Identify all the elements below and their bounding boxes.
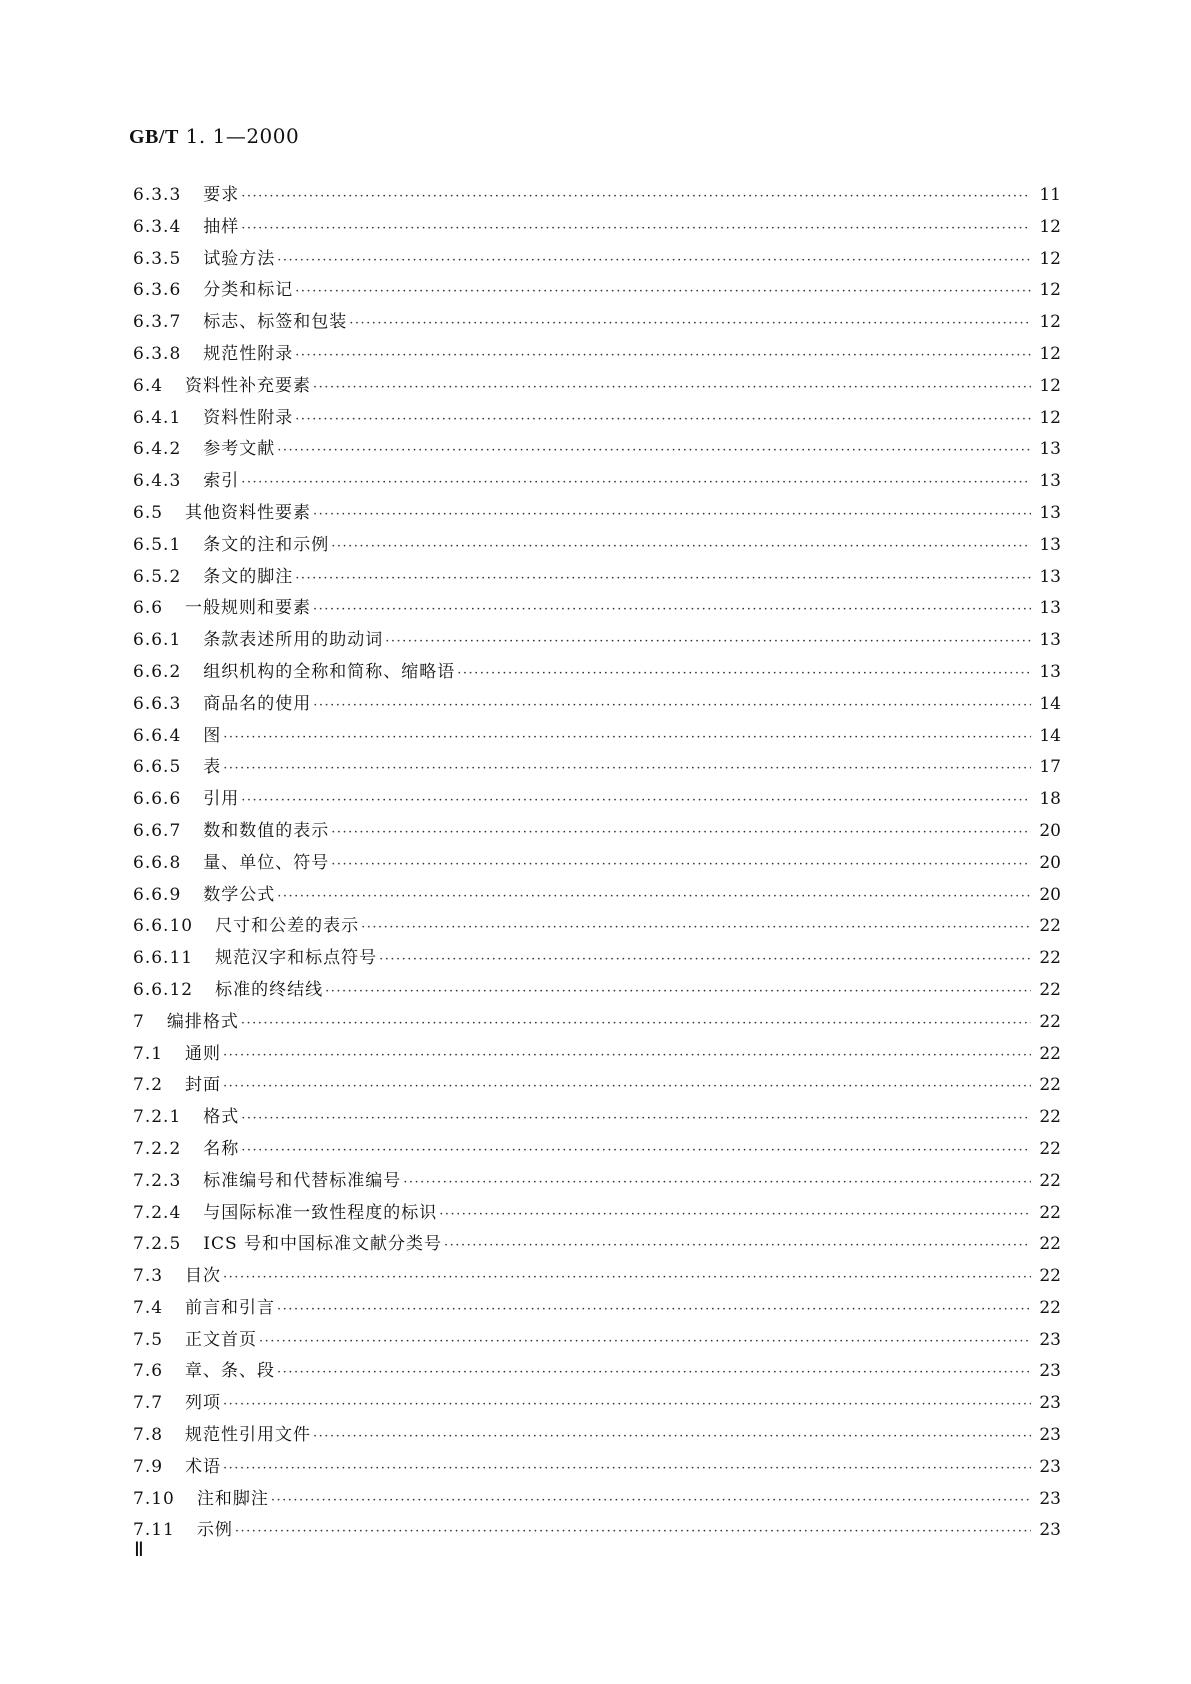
toc-entry-number: 6.6.5 [133,757,182,778]
toc-entry-page: 12 [1039,343,1061,364]
toc-entry-title: 标志、标签和包装 [203,312,348,333]
toc-entry-title: 正文首页 [185,1329,258,1350]
toc-entry [133,1039,1061,1071]
toc-entry-number: 6.6.9 [133,884,182,905]
toc-leader-dots [313,1429,1031,1444]
toc-entry-number: 6.6.2 [133,661,182,682]
toc-leader-dots [223,1048,1031,1063]
toc-leader-dots [241,189,1031,204]
toc-entry-title: 数和数值的表示 [203,820,330,841]
toc-entry-page: 12 [1039,216,1061,237]
toc-entry-title: 其他资料性要素 [185,502,312,523]
toc-entry-title: ICS 号和中国标准文献分类号 [203,1234,443,1255]
toc-leader-dots [223,730,1031,745]
toc-entry-page: 22 [1039,1202,1061,1223]
toc-entry-page: 12 [1039,248,1061,269]
toc-entry [133,593,1061,625]
toc-entry-number: 6.3.6 [133,280,182,301]
toc-leader-dots [271,1493,1031,1508]
toc-entry-title: 试验方法 [203,248,276,269]
toc-entry [133,816,1061,848]
toc-leader-dots [403,1175,1031,1190]
toc-entry-title: 要求 [203,185,240,205]
toc-entry-title: 数学公式 [203,884,276,905]
toc-entry-number: 6.6.8 [133,852,182,873]
toc-entry [133,180,1061,212]
toc-entry-number: 7.2.1 [133,1107,182,1128]
toc-entry-title: 条文的注和示例 [203,534,330,555]
toc-entry [133,943,1061,975]
toc-entry-number: 7.2.2 [133,1138,182,1159]
toc-entry-page: 12 [1039,312,1061,333]
toc-entry-page: 11 [1039,185,1061,205]
toc-entry [133,498,1061,530]
toc-entry-title: 规范性引用文件 [185,1425,312,1446]
toc-entry-title: 通则 [185,1043,222,1064]
toc-entry-page: 22 [1039,1266,1061,1287]
toc-entry-title: 条文的脚注 [203,566,294,587]
toc-entry-title: 名称 [203,1138,240,1159]
standard-code: GB/T [129,126,179,148]
toc-entry-number: 7.11 [133,1520,175,1541]
toc-entry-page: 22 [1039,1297,1061,1318]
toc-entry-title: 前言和引言 [185,1297,276,1318]
toc-entry-number: 6.5 [133,502,164,523]
toc-entry-number: 6.3.3 [133,185,182,205]
toc-entry-page: 12 [1039,375,1061,396]
toc-entry-title: 封面 [185,1075,222,1096]
toc-entry [133,1070,1061,1102]
toc-entry-page: 22 [1039,948,1061,969]
toc-entry [133,1515,1061,1547]
toc-entry-page: 14 [1039,725,1061,746]
toc-entry-page: 12 [1039,280,1061,301]
toc-entry-number: 6.4.1 [133,407,182,428]
toc-entry-title: 规范汉字和标点符号 [215,948,378,969]
toc-entry [133,307,1061,339]
toc-entry [133,975,1061,1007]
table-of-contents [133,180,1061,1547]
toc-entry-title: 资料性补充要素 [185,375,312,396]
toc-entry [133,1261,1061,1293]
toc-entry-number: 6.6.4 [133,725,182,746]
toc-entry-number: 7.3 [133,1266,164,1287]
page-number: Ⅱ [134,1539,144,1561]
toc-leader-dots [295,348,1031,363]
toc-entry-number: 6.6 [133,598,164,619]
toc-entry [133,1452,1061,1484]
toc-entry [133,1484,1061,1516]
toc-leader-dots [277,443,1031,458]
toc-entry-page: 23 [1039,1520,1061,1541]
toc-entry-title: 抽样 [203,216,240,237]
toc-entry-title: 一般规则和要素 [185,598,312,619]
toc-entry-page: 13 [1039,471,1061,492]
toc-entry-page: 13 [1039,630,1061,651]
toc-entry [133,212,1061,244]
toc-entry-page: 18 [1039,789,1061,810]
toc-leader-dots [277,253,1031,268]
toc-entry-number: 7.1 [133,1043,164,1064]
toc-leader-dots [223,1270,1031,1285]
toc-leader-dots [331,825,1031,840]
toc-entry [133,275,1061,307]
toc-leader-dots [331,857,1031,872]
toc-entry-page: 22 [1039,1138,1061,1159]
toc-entry [133,625,1061,657]
toc-entry-title: 术语 [185,1456,222,1477]
toc-entry-page: 12 [1039,407,1061,428]
toc-entry [133,1388,1061,1420]
toc-leader-dots [313,698,1031,713]
toc-entry-number: 7.6 [133,1361,164,1382]
toc-entry-page: 13 [1039,566,1061,587]
toc-entry-number: 7.2.3 [133,1170,182,1191]
toc-entry [133,721,1061,753]
toc-entry-page: 23 [1039,1361,1061,1382]
toc-entry [133,1102,1061,1134]
toc-entry-title: 表 [203,757,222,778]
toc-entry-page: 22 [1039,1107,1061,1128]
toc-entry-number: 6.3.4 [133,216,182,237]
toc-leader-dots [361,920,1031,935]
toc-entry-title: 尺寸和公差的表示 [215,916,360,937]
toc-leader-dots [277,1365,1031,1380]
toc-leader-dots [235,1524,1031,1539]
toc-entry-page: 13 [1039,439,1061,460]
toc-entry-title: 分类和标记 [203,280,294,301]
toc-leader-dots [295,571,1031,586]
toc-leader-dots [241,1016,1031,1031]
toc-leader-dots [444,1238,1031,1253]
toc-leader-dots [223,1461,1031,1476]
toc-entry [133,784,1061,816]
toc-entry-page: 22 [1039,1170,1061,1191]
toc-leader-dots [295,284,1031,299]
toc-entry [133,911,1061,943]
toc-entry-number: 6.5.2 [133,566,182,587]
toc-entry-number: 7 [133,1011,145,1032]
toc-entry-number: 6.6.11 [133,948,194,969]
toc-leader-dots [223,1079,1031,1094]
toc-entry [133,1007,1061,1039]
toc-entry-title: 索引 [203,471,240,492]
toc-entry [133,403,1061,435]
toc-entry [133,880,1061,912]
toc-entry-number: 6.3.8 [133,343,182,364]
toc-entry-page: 14 [1039,693,1061,714]
toc-leader-dots [313,380,1031,395]
toc-entry-page: 22 [1039,916,1061,937]
toc-entry-number: 7.9 [133,1456,164,1477]
toc-entry-page: 22 [1039,1011,1061,1032]
toc-entry [133,1420,1061,1452]
toc-entry-number: 6.6.3 [133,693,182,714]
toc-leader-dots [241,793,1031,808]
toc-entry-number: 6.3.5 [133,248,182,269]
toc-entry-number: 6.4.3 [133,471,182,492]
toc-entry-page: 13 [1039,534,1061,555]
toc-entry-number: 6.4.2 [133,439,182,460]
toc-entry-number: 7.2.5 [133,1234,182,1255]
toc-entry-page: 17 [1039,757,1061,778]
toc-entry [133,752,1061,784]
toc-entry [133,339,1061,371]
toc-entry-page: 22 [1039,1234,1061,1255]
toc-entry-title: 商品名的使用 [203,693,312,714]
toc-entry-title: 格式 [203,1107,240,1128]
toc-entry [133,1134,1061,1166]
toc-entry-number: 6.3.7 [133,312,182,333]
toc-leader-dots [439,1207,1031,1222]
toc-leader-dots [385,634,1031,649]
toc-entry-page: 23 [1039,1456,1061,1477]
toc-leader-dots [295,412,1031,427]
toc-entry-number: 7.10 [133,1488,175,1509]
toc-entry-number: 7.8 [133,1425,164,1446]
toc-entry [133,244,1061,276]
toc-entry-title: 组织机构的全称和简称、缩略语 [203,661,456,682]
toc-entry [133,530,1061,562]
toc-entry [133,657,1061,689]
toc-entry-title: 规范性附录 [203,343,294,364]
toc-entry [133,466,1061,498]
toc-entry [133,689,1061,721]
toc-entry-number: 6.6.6 [133,789,182,810]
toc-entry-title: 资料性附录 [203,407,294,428]
toc-entry-page: 20 [1039,852,1061,873]
toc-leader-dots [241,1143,1031,1158]
toc-leader-dots [325,984,1031,999]
toc-entry-title: 参考文献 [203,439,276,460]
toc-leader-dots [223,1397,1031,1412]
toc-entry-title: 标准的终结线 [215,979,324,1000]
toc-entry-title: 目次 [185,1266,222,1287]
toc-entry-page: 22 [1039,1043,1061,1064]
toc-entry-title: 章、条、段 [185,1361,276,1382]
toc-leader-dots [313,507,1031,522]
toc-leader-dots [241,221,1031,236]
toc-entry-number: 6.6.12 [133,979,194,1000]
toc-entry-page: 23 [1039,1425,1061,1446]
toc-entry-title: 编排格式 [166,1011,239,1032]
toc-entry-title: 图 [203,725,222,746]
toc-entry [133,434,1061,466]
toc-leader-dots [241,1111,1031,1126]
toc-entry-page: 20 [1039,884,1061,905]
toc-entry [133,1325,1061,1357]
toc-entry [133,1229,1061,1261]
toc-entry-number: 7.4 [133,1297,164,1318]
toc-entry-page: 23 [1039,1329,1061,1350]
toc-entry-number: 6.6.7 [133,820,182,841]
toc-entry [133,562,1061,594]
toc-entry-number: 7.5 [133,1329,164,1350]
toc-entry-title: 与国际标准一致性程度的标识 [203,1202,438,1223]
toc-entry-number: 6.5.1 [133,534,182,555]
toc-entry [133,1356,1061,1388]
toc-entry [133,848,1061,880]
toc-entry-title: 量、单位、符号 [203,852,330,873]
toc-leader-dots [313,602,1031,617]
toc-entry-page: 23 [1039,1488,1061,1509]
toc-leader-dots [349,316,1031,331]
toc-entry [133,1198,1061,1230]
toc-entry [133,1293,1061,1325]
toc-entry-title: 列项 [185,1393,222,1414]
toc-entry-number: 6.6.10 [133,916,194,937]
toc-entry-title: 条款表述所用的助动词 [203,630,384,651]
toc-entry-page: 13 [1039,502,1061,523]
toc-entry [133,371,1061,403]
toc-leader-dots [331,539,1031,554]
toc-entry [133,1166,1061,1198]
toc-leader-dots [259,1334,1031,1349]
toc-entry-page: 13 [1039,661,1061,682]
toc-leader-dots [277,889,1031,904]
toc-entry-page: 23 [1039,1393,1061,1414]
toc-entry-number: 7.2.4 [133,1202,182,1223]
toc-entry-title: 引用 [203,789,240,810]
toc-entry-page: 22 [1039,979,1061,1000]
toc-entry-title: 标准编号和代替标准编号 [203,1170,402,1191]
toc-leader-dots [223,761,1031,776]
toc-entry-page: 20 [1039,820,1061,841]
toc-entry-number: 7.2 [133,1075,164,1096]
toc-entry-number: 6.4 [133,375,164,396]
standard-number: 1. 1—2000 [185,124,300,148]
toc-leader-dots [457,666,1031,681]
toc-entry-page: 22 [1039,1075,1061,1096]
toc-leader-dots [379,952,1031,967]
document-header [129,124,299,149]
toc-leader-dots [241,475,1031,490]
toc-entry-title: 示例 [196,1520,233,1541]
toc-entry-number: 7.7 [133,1393,164,1414]
toc-entry-number: 6.6.1 [133,630,182,651]
toc-leader-dots [277,1302,1031,1317]
toc-entry-page: 13 [1039,598,1061,619]
toc-entry-title: 注和脚注 [196,1488,269,1509]
